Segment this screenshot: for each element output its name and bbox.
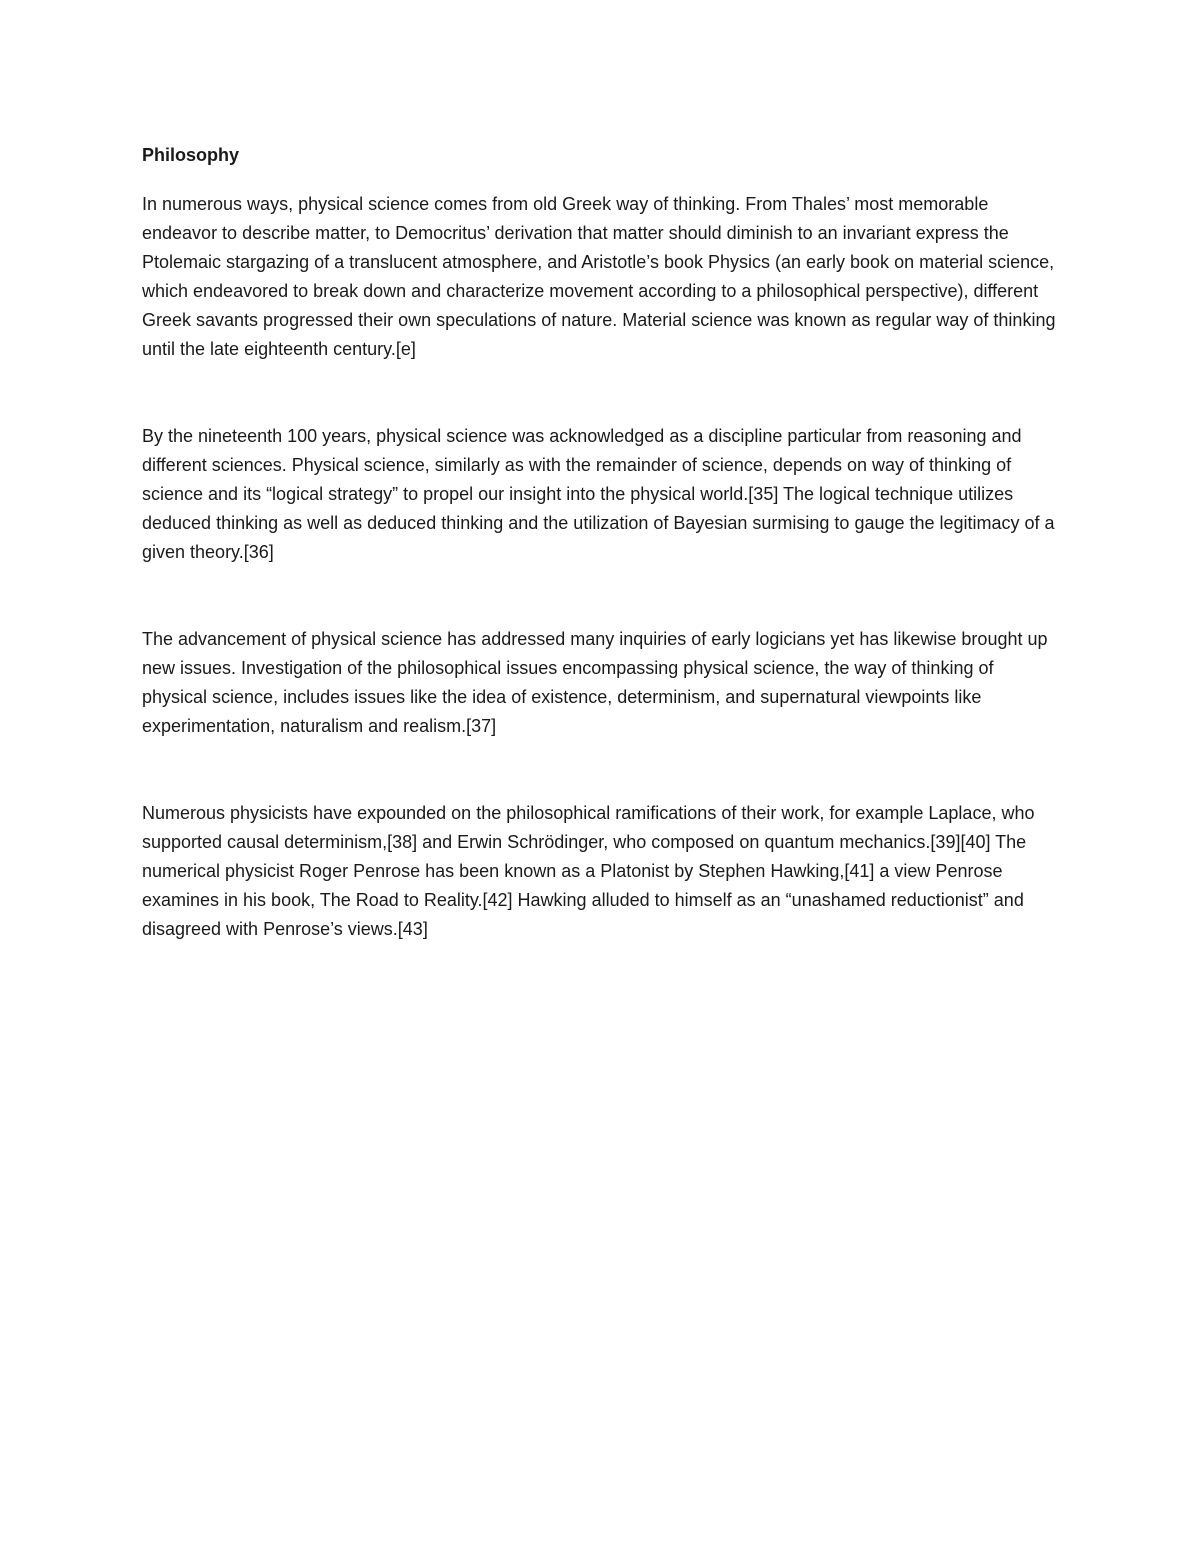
paragraph-3: The advancement of physical science has addressed many inquiries of early logicians yet has likewise brought up new issues. Investigation of the philosophical issues encompassing physical science, the way of thinking of physical science, includes issues like the idea of existence, determinism, and supernatural viewpoints like experimentation, naturalism and realism.[37] xyxy=(142,629,1048,736)
document-body xyxy=(142,141,1062,944)
document-title: Philosophy xyxy=(142,145,240,165)
paragraph-2: By the nineteenth 100 years, physical science was acknowledged as a discipline particular from reasoning and different sciences. Physical science, similarly as with the remainder of science, depends on way of thinking of science and its “logical strategy” to propel our insight into the physical world.[35] The logical technique utilizes deduced thinking as well as deduced thinking and the utilization of Bayesian surmising to gauge the legitimacy of a given theory.[36] xyxy=(142,426,1055,562)
paragraph-1: In numerous ways, physical science comes from old Greek way of thinking. From Thales’ most memorable endeavor to describe matter, to Democritus’ derivation that matter should diminish to an invariant express the Ptolemaic stargazing of a translucent atmosphere, and Aristotle’s book Physics (an early book on material science, which endeavored to break down and characterize movement according to a philosophical perspective), different Greek savants progressed their own speculations of nature. Material science was known as regular way of thinking until the late eighteenth century.[e] xyxy=(142,194,1056,359)
paragraph-4: Numerous physicists have expounded on the philosophical ramifications of their work, for example Laplace, who supported causal determinism,[38] and Erwin Schrödinger, who composed on quantum mechanics.[39][40] The numerical physicist Roger Penrose has been known as a Platonist by Stephen Hawking,[41] a view Penrose examines in his book, The Road to Reality.[42] Hawking alluded to himself as an “unashamed reductionist” and disagreed with Penrose’s views.[43] xyxy=(142,803,1035,939)
